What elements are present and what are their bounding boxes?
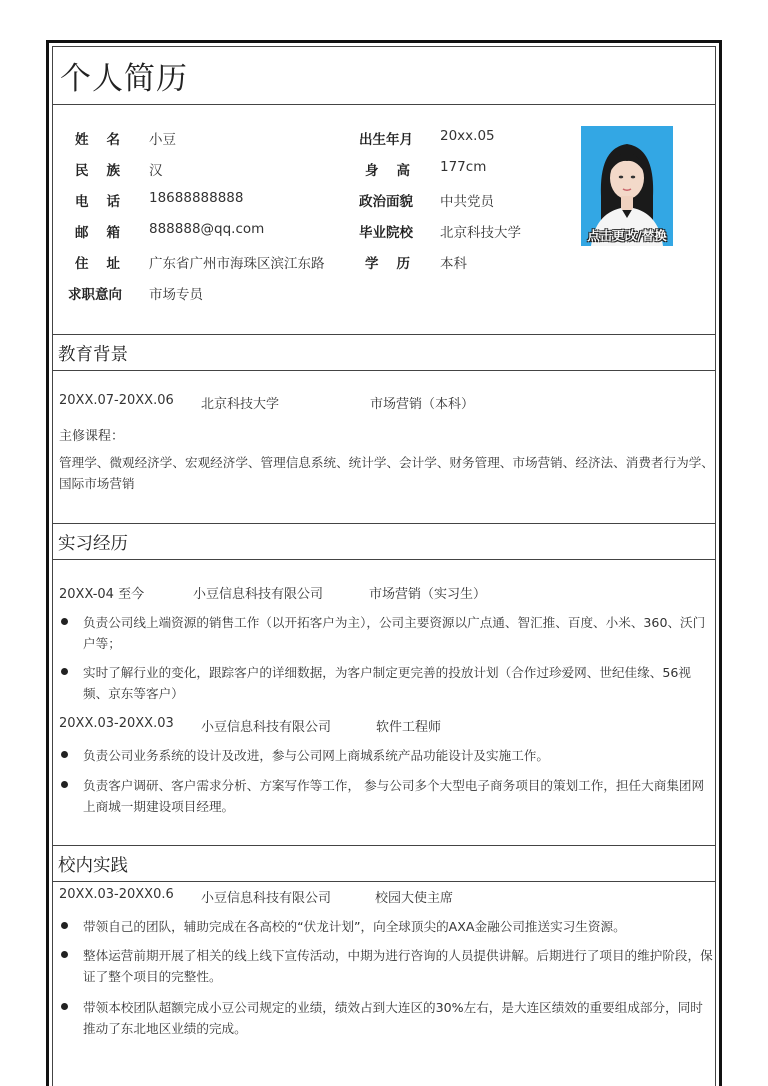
label-birth: 出生年月 — [359, 132, 413, 148]
bullet-dot — [61, 751, 68, 758]
value-ethnicity: 汉 — [149, 163, 163, 179]
list-item — [59, 775, 715, 817]
list-item — [59, 997, 715, 1039]
bullet-text: 实时了解行业的变化，跟踪客户的详细数据，为客户制定更完善的投放计划（合作过珍爱网、世纪佳缘、56视频、京东等客户） — [83, 665, 691, 701]
bullet-text: 负责客户调研、客户需求分析、方案写作等工作， 参与公司多个大型电子商务项目的策划工作，担任大商集团网上商城一期建设项目经理。 — [83, 778, 705, 814]
section-campus-header — [53, 845, 715, 882]
label-school: 毕业院校 — [359, 225, 413, 241]
section-education-header — [53, 334, 715, 371]
resume-inner-frame — [52, 46, 716, 1086]
value-job-intention: 市场专员 — [149, 287, 203, 303]
label-political: 政治面貌 — [359, 194, 413, 210]
job-role: 市场营销（实习生） — [369, 587, 487, 602]
list-item — [59, 945, 715, 987]
education-major: 市场营销（本科） — [370, 397, 475, 412]
section-title-campus: 校内实践 — [58, 856, 128, 876]
bullet-dot — [61, 618, 68, 625]
job-company: 小豆信息科技有限公司 — [193, 587, 324, 602]
bullet-text: 整体运营前期开展了相关的线上线下宣传活动，中期为进行咨询的人员提供讲解。后期进行了项目的维护阶段，保证了整个项目的完整性。 — [83, 948, 713, 984]
campus-period: 20XX.03-20XX0.6 — [59, 887, 174, 902]
value-name: 小豆 — [149, 132, 176, 148]
label-phone: 电话 — [75, 194, 138, 210]
courses-label: 主修课程： — [59, 429, 125, 444]
bullet-text: 负责公司业务系统的设计及改进，参与公司网上商城系统产品功能设计及实施工作。 — [83, 748, 549, 763]
value-height: 177cm — [440, 159, 487, 175]
label-email: 邮箱 — [75, 225, 138, 241]
courses-list: 管理学、微观经济学、宏观经济学、管理信息系统、统计学、会计学、财务管理、市场营销、经济法、消费者行为学、国际市场营销 — [59, 455, 714, 491]
section-internship-header — [53, 523, 715, 560]
bullet-dot — [61, 951, 68, 958]
section-title-internship: 实习经历 — [58, 534, 128, 554]
label-ethnicity: 民族 — [75, 163, 138, 179]
job-company: 小豆信息科技有限公司 — [201, 720, 332, 735]
job-role: 软件工程师 — [376, 720, 442, 735]
label-degree: 学历 — [365, 256, 428, 272]
bullet-dot — [61, 668, 68, 675]
list-item — [59, 662, 715, 704]
bullet-dot — [61, 781, 68, 788]
list-item — [59, 916, 715, 937]
section-title-education: 教育背景 — [58, 345, 128, 365]
list-item — [59, 745, 715, 766]
value-degree: 本科 — [440, 256, 467, 272]
value-political: 中共党员 — [440, 194, 494, 210]
bullet-dot — [61, 922, 68, 929]
bullet-text: 带领本校团队超额完成小豆公司规定的业绩，绩效占到大连区的30%左右，是大连区绩效的重要组成部分，同时推动了东北地区业绩的完成。 — [83, 1000, 703, 1036]
photo-replace-label[interactable]: 点击更改/替换 — [587, 228, 667, 243]
label-name: 姓名 — [75, 132, 138, 148]
education-period: 20XX.07-20XX.06 — [59, 393, 174, 408]
education-school: 北京科技大学 — [201, 397, 280, 412]
value-birth: 20xx.05 — [440, 128, 495, 144]
value-address: 广东省广州市海珠区滨江东路 — [149, 256, 325, 272]
bullet-text: 带领自己的团队，辅助完成在各高校的“伏龙计划”，向全球顶尖的AXA金融公司推送实习生资源。 — [83, 919, 626, 934]
value-phone: 18688888888 — [149, 190, 244, 206]
bullet-dot — [61, 1003, 68, 1010]
job-period: 20XX.03-20XX.03 — [59, 716, 174, 731]
label-height: 身高 — [365, 163, 428, 179]
resume-sheet — [46, 40, 722, 1086]
bullet-text: 负责公司线上端资源的销售工作（以开拓客户为主），公司主要资源以广点通、智汇推、百度、小米、360、沃门户等； — [83, 615, 706, 651]
list-item — [59, 612, 715, 654]
value-school: 北京科技大学 — [440, 225, 521, 241]
label-job-intention: 求职意向 — [68, 287, 122, 303]
value-email: 888888@qq.com — [149, 221, 265, 237]
profile-photo[interactable] — [581, 126, 673, 246]
page-title: 个人简历 — [60, 61, 188, 97]
job-period: 20XX-04 至今 — [59, 587, 145, 602]
campus-company: 小豆信息科技有限公司 — [201, 891, 332, 906]
campus-role: 校园大使主席 — [375, 891, 454, 906]
label-address: 住址 — [75, 256, 138, 272]
title-bar — [53, 47, 715, 105]
